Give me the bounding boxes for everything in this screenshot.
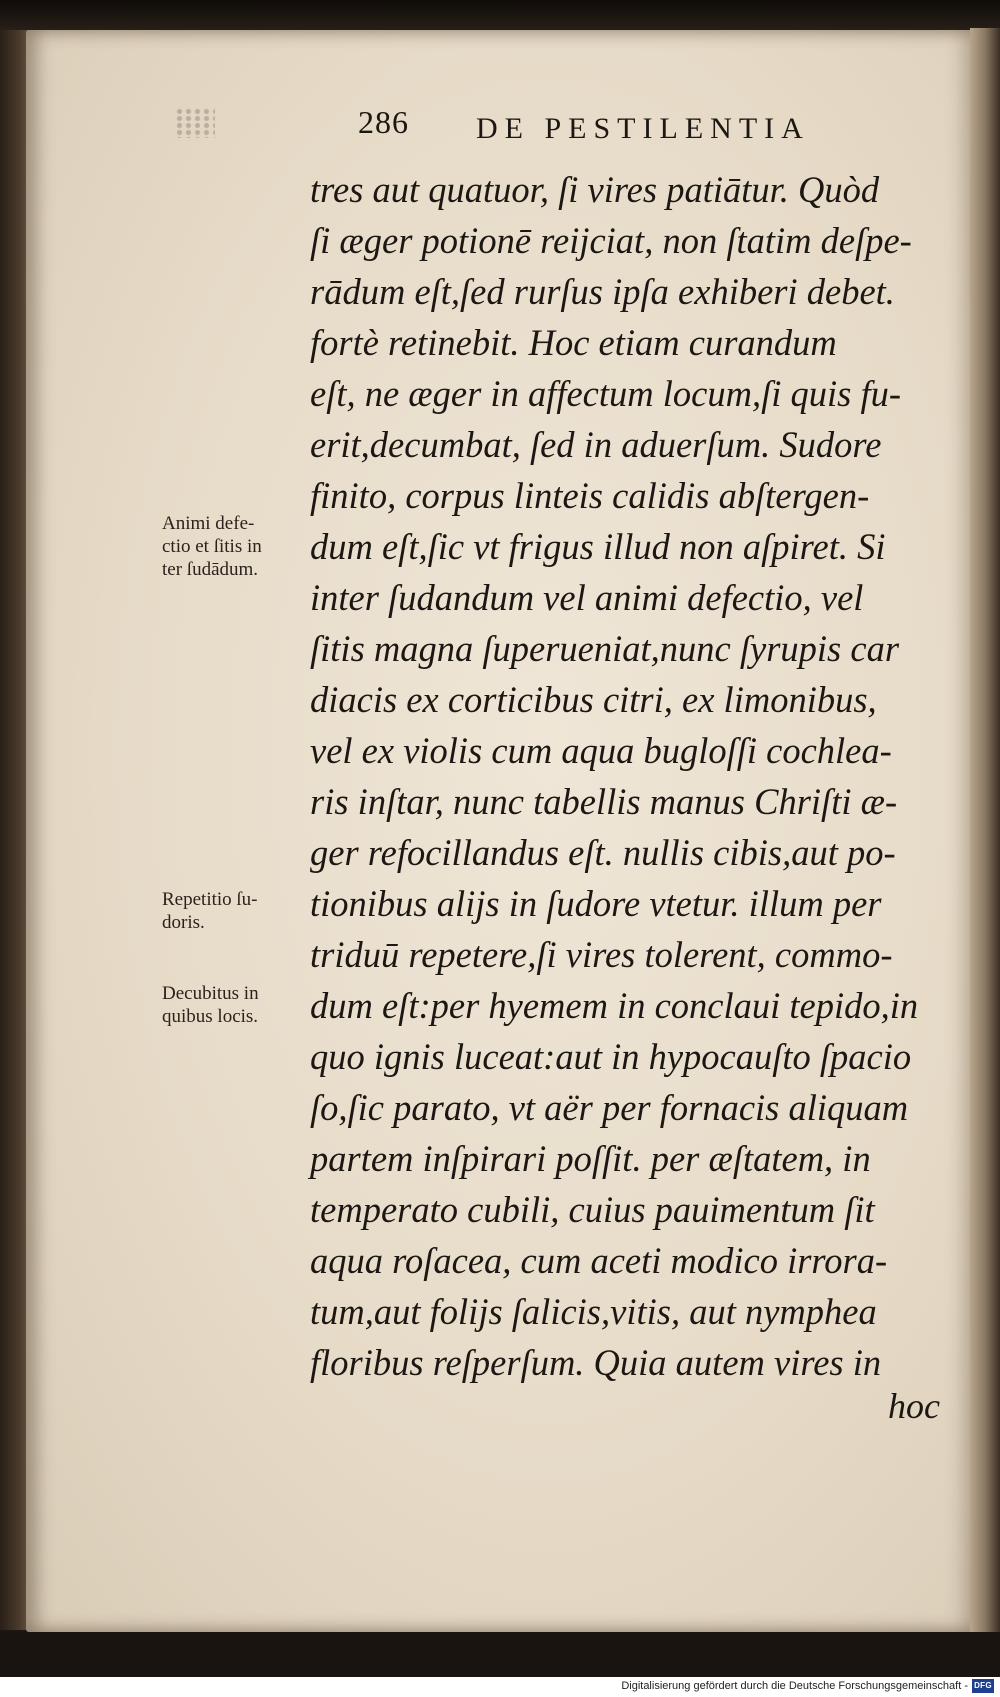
text-line: aqua roſacea, cum aceti modico irrora- [310, 1240, 888, 1281]
text-line: ris inſtar, nunc tabellis manus Chriſti æ- [310, 781, 898, 822]
marginal-note-line: Decubitus in [162, 983, 259, 1004]
text-line: ſo,ſic parato, vt aër per fornacis aliquam [310, 1087, 909, 1128]
marginal-note-line: Animi defe- [162, 513, 255, 534]
text-line: triduū repetere,ſi vires tolerent, commo- [310, 934, 893, 975]
text-line: ger refocillandus eſt. nullis cibis,aut po- [310, 832, 896, 873]
scan-bottom-border [0, 1632, 1000, 1677]
marginal-note [162, 512, 262, 581]
marginal-note-line: quibus locis. [162, 1006, 259, 1027]
text-line: tum,aut folijs ſalicis,vitis, aut nymphea [310, 1291, 877, 1332]
text-line: ſi æger potionē reijciat, non ſtatim deſpe- [310, 220, 912, 261]
text-line: inter ſudandum vel animi defectio, vel [310, 577, 864, 618]
text-line: partem inſpirari poſſit. per æſtatem, in [310, 1138, 871, 1179]
text-line: fortè retinebit. Hoc etiam curandum [310, 322, 837, 363]
page-number: 286 [358, 104, 409, 140]
marginal-note [162, 982, 259, 1028]
funding-credit: Digitalisierung gefördert durch die Deutsche Forschungsgemeinschaft - [621, 1680, 968, 1692]
scan-top-border [0, 0, 1000, 34]
dfg-logo-badge: DFG [972, 1679, 994, 1693]
text-line: eſt, ne æger in affectum locum,ſi quis fu- [310, 373, 902, 414]
ink-smudge [175, 108, 215, 138]
marginal-note-line: ter ſudādum. [162, 559, 259, 580]
text-line: temperato cubili, cuius pauimentum ſit [310, 1189, 875, 1230]
marginal-note-line: doris. [162, 912, 205, 933]
marginal-note [162, 888, 258, 934]
text-line: tionibus alijs in ſudore vtetur. illum per [310, 883, 882, 924]
running-head: DE PESTILENTIA [476, 112, 810, 145]
text-line: vel ex violis cum aqua bugloſſi cochlea- [310, 730, 892, 771]
text-line: ſitis magna ſuperueniat,nunc ſyrupis car [310, 628, 900, 669]
text-line: erit,decumbat, ſed in aduerſum. Sudore [310, 424, 882, 465]
page-fore-edge [970, 28, 1000, 1638]
text-line: floribus reſperſum. Quia autem vires in [310, 1342, 882, 1383]
text-line: dum eſt,ſic vt frigus illud non aſpiret. Si [310, 526, 886, 567]
text-line: tres aut quatuor, ſi vires patiātur. Quòd [310, 169, 880, 210]
text-line: rādum eſt,ſed rurſus ipſa exhiberi debet. [310, 271, 895, 312]
text-line: quo ignis luceat:aut in hypocauſto ſpacio [310, 1036, 912, 1077]
text-line: finito, corpus linteis calidis abſtergen- [310, 475, 870, 516]
marginal-note-line: ctio et ſitis in [162, 536, 262, 557]
text-line: dum eſt:per hyemem in conclaui tepido,in [310, 985, 919, 1026]
catchword: hoc [888, 1386, 940, 1426]
text-line: diacis ex corticibus citri, ex limonibus, [310, 679, 877, 720]
marginal-note-line: Repetitio ſu- [162, 889, 258, 910]
